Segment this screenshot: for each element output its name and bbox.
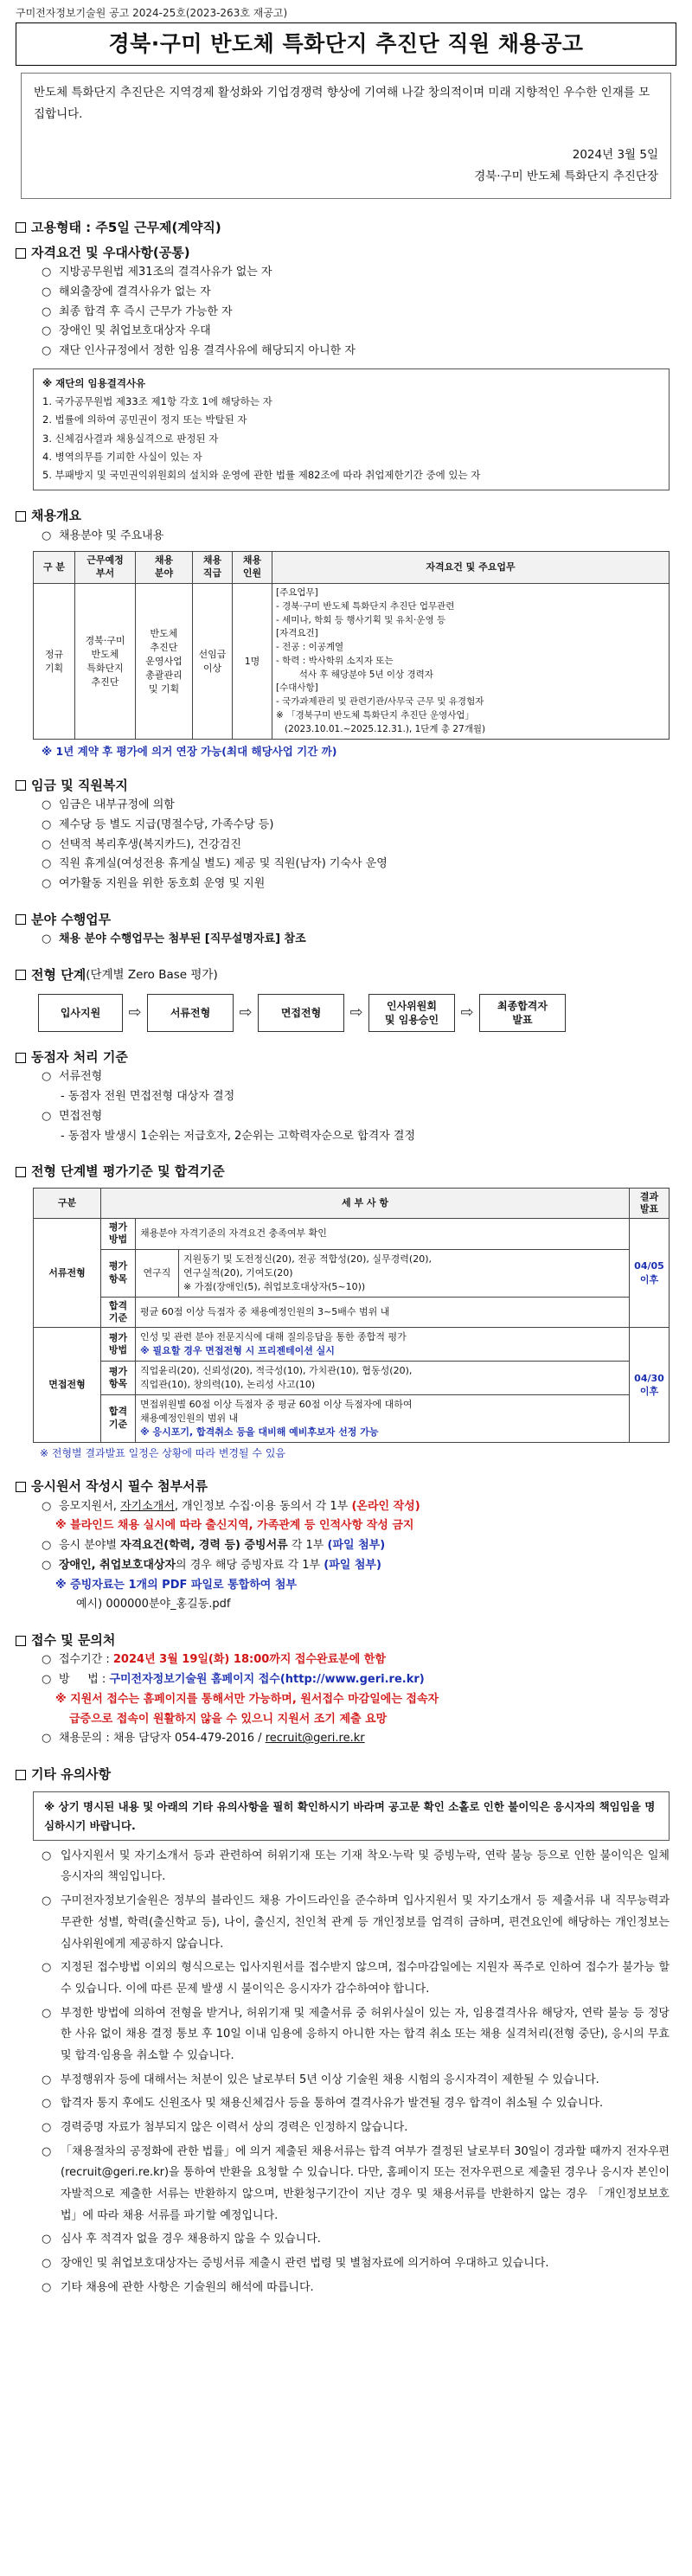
column-header: 채용 직급 [193, 552, 233, 584]
eval-heading: 전형 단계별 평가기준 및 합격기준 [16, 1162, 676, 1182]
table-row [34, 1328, 670, 1362]
caution-box: ※ 상기 명시된 내용 및 아래의 기타 유의사항을 필히 확인하시기 바라며 공고문 확인 소홀로 인한 불이익은 응시자의 책임임을 명심하시기 바랍니다. [33, 1791, 670, 1841]
list-item: ○ 선택적 복리후생(복지카드), 건강검진 [42, 836, 676, 855]
column-header: 결과 발표 [630, 1188, 670, 1219]
process-step: 최종합격자 발표 [479, 994, 566, 1032]
docs-list [42, 1536, 676, 1576]
table-cell: 정규 기획 [34, 584, 75, 740]
eval-line: 연구실적(20), 기여도(20) [183, 1266, 293, 1278]
list-item: 1. 국가공무원법 제33조 제1항 각호 1에 해당하는 자 [42, 395, 272, 408]
square-bullet-icon [16, 780, 26, 791]
eval-note: ※ 응시포기, 합격취소 등을 대비해 예비후보자 선정 가능 [140, 1426, 379, 1438]
list-item: ○ 방 법 : 구미전자정보기술원 홈페이지 접수(http://www.geri.re.kr) [42, 1670, 676, 1690]
table-cell: 평가 항목 [101, 1249, 136, 1297]
table-row [34, 1297, 670, 1328]
duty-line: - 학력 : 박사학위 소지자 또는 [276, 655, 394, 666]
duty-line: - 세미나, 학회 등 행사기획 및 유치·운영 등 [276, 614, 446, 625]
table-cell [179, 1249, 630, 1297]
docs-heading: 응시원서 작성시 필수 첨부서류 [16, 1477, 676, 1496]
etc-list [42, 1846, 670, 2299]
list-item: ○ 구미전자정보기술원은 정부의 블라인드 채용 가이드라인을 준수하며 입사지원서 및 자기소개서 등 제출서류 내 직무능력과 무관한 성별, 학력(출신학교 등), 나이, 출신지, 친인척 관계 등 개인정보를 엄격히 금하며, 편견요인에 해당하는 개인정보는 심사위원에게 제공하지 않습니다. [42, 1891, 670, 1955]
square-bullet-icon [16, 1636, 26, 1646]
docs-example: 예시) 000000분야_홍길동.pdf [76, 1598, 231, 1612]
table-cell: 평가 항목 [101, 1362, 136, 1395]
receipt-list [42, 1729, 676, 1749]
table-row [34, 1362, 670, 1395]
intro-org: 경북·구미 반도체 특화단지 추진단장 [474, 169, 658, 183]
table-row [34, 584, 670, 740]
list-item: ○ 채용분야 및 주요내용 [42, 527, 676, 547]
table-cell: 1명 [233, 584, 272, 740]
list-item: ○ 부정행위자 등에 대해서는 처분이 있은 날로부터 5년 이상 기술원 채용 시험의 응시자격이 제한될 수 있습니다. [42, 2070, 670, 2092]
list-item: ○ 심사 후 적격자 없을 경우 채용하지 않을 수 있습니다. [42, 2229, 670, 2251]
list-item: ○ 경력증명 자료가 첨부되지 않은 이력서 상의 경력은 인정하지 않습니다. [42, 2118, 670, 2139]
receipt-note: 급증으로 접속이 원활하지 않을 수 있으니 지원서 조기 제출 요망 [69, 1712, 388, 1726]
intro-text: 반도체 특화단지 추진단은 지역경제 활성화와 기업경쟁력 향상에 기여해 나갈 창의적이며 미래 지향적인 우수한 인재를 모집합니다. [34, 85, 650, 121]
eval-note: ※ 필요할 경우 면접전형 시 프리젠테이션 실시 [140, 1345, 335, 1357]
square-bullet-icon [16, 222, 26, 233]
tie-sub: - 동점자 전원 면접전형 대상자 결정 [61, 1090, 235, 1104]
list-item: ○ 접수기간 : 2024년 3월 19일(화) 18:00까지 접수완료분에 한함 [42, 1650, 676, 1670]
list-item: ○ 지방공무원법 제31조의 결격사유가 없는 자 [42, 263, 676, 283]
receipt-heading: 접수 및 문의처 [16, 1631, 676, 1650]
list-item: ○ 응시 분야별 자격요건(학력, 경력 등) 증빙서류 각 1부 (파일 첨부) [42, 1536, 676, 1556]
employment-type-heading: 고용형태 : 주5일 근무제(계약직) [16, 218, 676, 238]
duty-heading: 분야 수행업무 [16, 910, 676, 930]
list-item: ○ 장애인 및 취업보호대상자는 증빙서류 제출시 관련 법령 및 별첨자료에 의거하여 우대하고 있습니다. [42, 2253, 670, 2275]
eval-line: 지원동기 및 도전정신(20), 전공 적합성(20), 실무경력(20), [183, 1253, 432, 1265]
column-header: 채용 인원 [233, 552, 272, 584]
docs-note: ※ 증빙자료는 1개의 PDF 파일로 통합하여 첨부 [55, 1578, 297, 1592]
duty-line: [주요업무] [276, 587, 318, 599]
docs-list [42, 1497, 676, 1517]
list-item: 5. 부패방지 및 국민권익위원회의 설치와 운영에 관한 법률 제82조에 따라 취업제한기간 중에 있는 자 [42, 469, 481, 482]
result-date: 04/30 이후 [630, 1328, 670, 1443]
table-cell: 평가 방법 [101, 1328, 136, 1362]
list-item: ○ 임금은 내부규정에 의함 [42, 796, 676, 816]
square-bullet-icon [16, 1482, 26, 1492]
process-flow [38, 994, 676, 1032]
recruit-table [33, 551, 670, 740]
page-title: 경북·구미 반도체 특화단지 추진단 직원 채용공고 [16, 22, 676, 66]
intro-date: 2024년 3월 5일 [572, 147, 658, 162]
process-step: 인사위원회 및 임용승인 [368, 994, 455, 1032]
list-item: ○ 직원 휴게실(여성전용 휴게실 별도) 제공 및 직원(남자) 기숙사 운영 [42, 855, 676, 875]
email-link[interactable]: recruit@geri.re.kr [265, 1732, 365, 1746]
eval-line: 채용예정인원의 범위 내 [140, 1412, 239, 1424]
table-cell: 연구직 [136, 1249, 179, 1297]
list-item: ○ 장애인 및 취업보호대상자 우대 [42, 322, 676, 342]
wage-list [42, 796, 676, 894]
list-item: ○ 여가활동 지원을 위한 동호회 운영 및 지원 [42, 875, 676, 894]
list-item: ○ 「채용절차의 공정화에 관한 법률」에 의거 제출된 채용서류는 합격 여부가 결정된 날로부터 30일이 경과할 때까지 전자우편(recruit@geri.re.kr)을 통하여 반환을 요청할 수 있습니다. 다만, 홈페이지 또는 전자우편으로 제출된 경우나 응시자 본인이 자발적으로 제출한 서류는 반환하지 않으며, 반환청구기간이 지난 경우 및 채용서류를 반환하지 않는 경우 「개인정보보호법」에 따라 채용 서류를 파기할 예정입니다. [42, 2142, 670, 2227]
square-bullet-icon [16, 1770, 26, 1780]
arrow-right-icon: ⇨ [349, 1003, 363, 1022]
table-cell: 합격 기준 [101, 1297, 136, 1328]
notice-number: 구미전자정보기술원 공고 2024-25호(2023-263호 재공고) [16, 7, 288, 19]
duty-line: (2023.10.01.~2025.12.31.), 1단계 총 27개월) [276, 723, 486, 734]
table-row [34, 1219, 670, 1250]
list-item: ○ 채용 분야 수행업무는 첨부된 [직무설명자료] 참조 [42, 930, 676, 950]
duty-line: 석사 후 해당분야 5년 이상 경력자 [276, 669, 433, 680]
qualification-list [42, 263, 676, 362]
tie-heading: 동점자 처리 기준 [16, 1048, 676, 1067]
recruit-sub-list [42, 527, 676, 547]
table-cell: 평균 60점 이상 득점자 중 채용예정인원의 3~5배수 범위 내 [136, 1297, 630, 1328]
list-item: ○ 최종 합격 후 즉시 근무가 가능한 자 [42, 303, 676, 323]
eval-line: 면접위원별 60점 이상 득점자 중 평균 60점 이상 득점자에 대하여 [140, 1398, 413, 1410]
table-header-row [34, 552, 670, 584]
duty-line: - 전공 : 이공계열 [276, 642, 344, 653]
duty-line: ※ 「경북구미 반도체 특화단지 추진단 운영사업」 [276, 709, 475, 721]
square-bullet-icon [16, 248, 26, 259]
process-step: 서류전형 [147, 994, 234, 1032]
square-bullet-icon [16, 1167, 26, 1177]
list-item: ○ 면접전형 [42, 1107, 676, 1127]
list-item: ○ 서류전형 [42, 1067, 676, 1087]
eval-line: ※ 가점(장애인(5), 취업보호대상자(5~10)) [183, 1280, 366, 1292]
eval-note: ※ 전형별 결과발표 일정은 상황에 따라 변경될 수 있음 [40, 1446, 286, 1459]
arrow-right-icon: ⇨ [128, 1003, 142, 1022]
eval-line: 직업관(10), 창의력(10), 논리성 사고(10) [140, 1378, 316, 1390]
intro-box [21, 73, 671, 199]
receipt-list [42, 1650, 676, 1690]
table-cell: 평가 방법 [101, 1219, 136, 1250]
contract-note: ※ 1년 계약 후 평가에 의거 연장 가능(최대 해당사업 기간 까) [42, 745, 337, 759]
list-item: ○ 지정된 접수방법 이외의 형식으로는 입사지원서를 접수받지 않으며, 접수마감일에는 지원자 폭주로 인하여 접수가 불가능 할 수 있습니다. 이에 따른 문제 발생 시 불이익은 응시자가 감수하여야 합니다. [42, 1958, 670, 2000]
disqualification-title: ※ 재단의 임용결격사유 [42, 376, 146, 389]
disqualification-box [33, 368, 670, 491]
arrow-right-icon: ⇨ [239, 1003, 253, 1022]
duty-line: - 경북·구미 반도체 특화단지 추진단 업무관련 [276, 600, 455, 612]
process-step: 면접전형 [258, 994, 344, 1032]
table-cell: 서류전형 [34, 1219, 101, 1328]
list-item: ○ 재단 인사규정에서 정한 임용 결격사유에 해당되지 아니한 자 [42, 342, 676, 362]
duty-line: - 국가과제관리 및 관련기관/사무국 근무 및 유경험자 [276, 696, 484, 708]
list-item: ○ 제수당 등 별도 지급(명절수당, 가족수당 등) [42, 816, 676, 836]
table-row [34, 1249, 670, 1297]
column-header: 구 분 [34, 552, 75, 584]
table-cell: 반도체 추진단 운영사업 총괄관리 및 기획 [136, 584, 193, 740]
square-bullet-icon [16, 914, 26, 925]
table-cell: 면접전형 [34, 1328, 101, 1443]
list-item: ○ 입사지원서 및 자기소개서 등과 관련하여 허위기재 또는 기재 착오·누락 및 증빙누락, 연락 불능 등으로 인한 불이익은 일체 응시자의 책임입니다. [42, 1846, 670, 1888]
table-header-row [34, 1188, 670, 1219]
duty-line: [수대사항] [276, 682, 318, 694]
process-step: 입사지원 [38, 994, 123, 1032]
qualification-heading: 자격요건 및 우대사항(공통) [16, 243, 676, 263]
wage-heading: 임금 및 직원복지 [16, 776, 676, 796]
square-bullet-icon [16, 970, 26, 980]
table-cell [136, 1328, 630, 1362]
list-item: ○ 장애인, 취업보호대상자의 경우 해당 증빙자료 각 1부 (파일 첨부) [42, 1556, 676, 1576]
column-header: 근무예정 부서 [75, 552, 136, 584]
table-cell: 선임급 이상 [193, 584, 233, 740]
column-header: 세 부 사 항 [101, 1188, 630, 1219]
list-item: ○ 부정한 방법에 의하여 전형을 받거나, 허위기재 및 제출서류 중 허위사실이 있는 자, 임용결격사유 해당자, 연락 불능 등 정당한 사유 없이 채용 결정 통보 후 10일 이내 임용에 응하지 아니한 자는 합격 취소 또는 채용 실격처리(전형 중단), 응시의 무효 및 합격·임용을 취소할 수 있습니다. [42, 2003, 670, 2067]
table-cell: 채용분야 자격기준의 자격요건 충족여부 확인 [136, 1219, 630, 1250]
tie-sub: - 동점자 발생시 1순위는 저급호자, 2순위는 고학력자순으로 합격자 결정 [61, 1129, 416, 1143]
etc-heading: 기타 유의사항 [16, 1765, 676, 1785]
list-item: 4. 병역의무를 기피한 사실이 있는 자 [42, 450, 202, 463]
list-item: 2. 법률에 의하여 공민권이 정지 또는 박탈된 자 [42, 413, 247, 426]
eval-line: 인성 및 관련 분야 전문지식에 대해 질의응답을 통한 종합적 평가 [140, 1331, 407, 1343]
list-item: ○ 합격자 통지 후에도 신원조사 및 채용신체검사 등을 통하여 결격사유가 발견될 경우 합격이 취소될 수 있습니다. [42, 2093, 670, 2115]
duty-line: [자격요건] [276, 628, 318, 639]
eval-line: 직업윤리(20), 신뢰성(20), 적극성(10), 가치관(10), 협동성(20), [140, 1365, 413, 1376]
table-cell [136, 1394, 630, 1442]
list-item: ○ 채용문의 : 채용 담당자 054-479-2016 / recruit@geri.re.kr [42, 1729, 676, 1749]
result-date: 04/05 이후 [630, 1219, 670, 1328]
table-cell [136, 1362, 630, 1395]
duty-list [42, 930, 676, 950]
process-heading: 전형 단계 (단계별 Zero Base 평가) [16, 965, 676, 985]
receipt-note: ※ 지원서 접수는 홈페이지를 통해서만 가능하며, 원서접수 마감일에는 접속자 [55, 1692, 439, 1706]
list-item: ○ 응모지원서, 자기소개서, 개인정보 수집·이용 동의서 각 1부 (온라인 작성) [42, 1497, 676, 1517]
table-row [34, 1394, 670, 1442]
docs-note: ※ 블라인드 채용 실시에 따라 출신지역, 가족관계 등 인적사항 작성 금지 [55, 1519, 414, 1533]
column-header: 구분 [34, 1188, 101, 1219]
list-item: 3. 신체검사결과 채용실격으로 판정된 자 [42, 432, 219, 445]
tie-list [42, 1067, 676, 1087]
recruit-heading: 채용개요 [16, 506, 676, 526]
table-cell: 합격 기준 [101, 1394, 136, 1442]
tie-list [42, 1107, 676, 1127]
list-item: ○ 해외출장에 결격사유가 없는 자 [42, 283, 676, 303]
square-bullet-icon [16, 511, 26, 522]
column-header: 채용 분야 [136, 552, 193, 584]
table-cell: 경북·구미 반도체 특화단지 추진단 [75, 584, 136, 740]
arrow-right-icon: ⇨ [460, 1003, 474, 1022]
square-bullet-icon [16, 1053, 26, 1063]
eval-table [33, 1188, 670, 1443]
column-header: 자격요건 및 주요업무 [272, 552, 670, 584]
duties-cell [272, 584, 670, 740]
list-item: ○ 기타 채용에 관한 사항은 기술원의 해석에 따릅니다. [42, 2278, 670, 2299]
